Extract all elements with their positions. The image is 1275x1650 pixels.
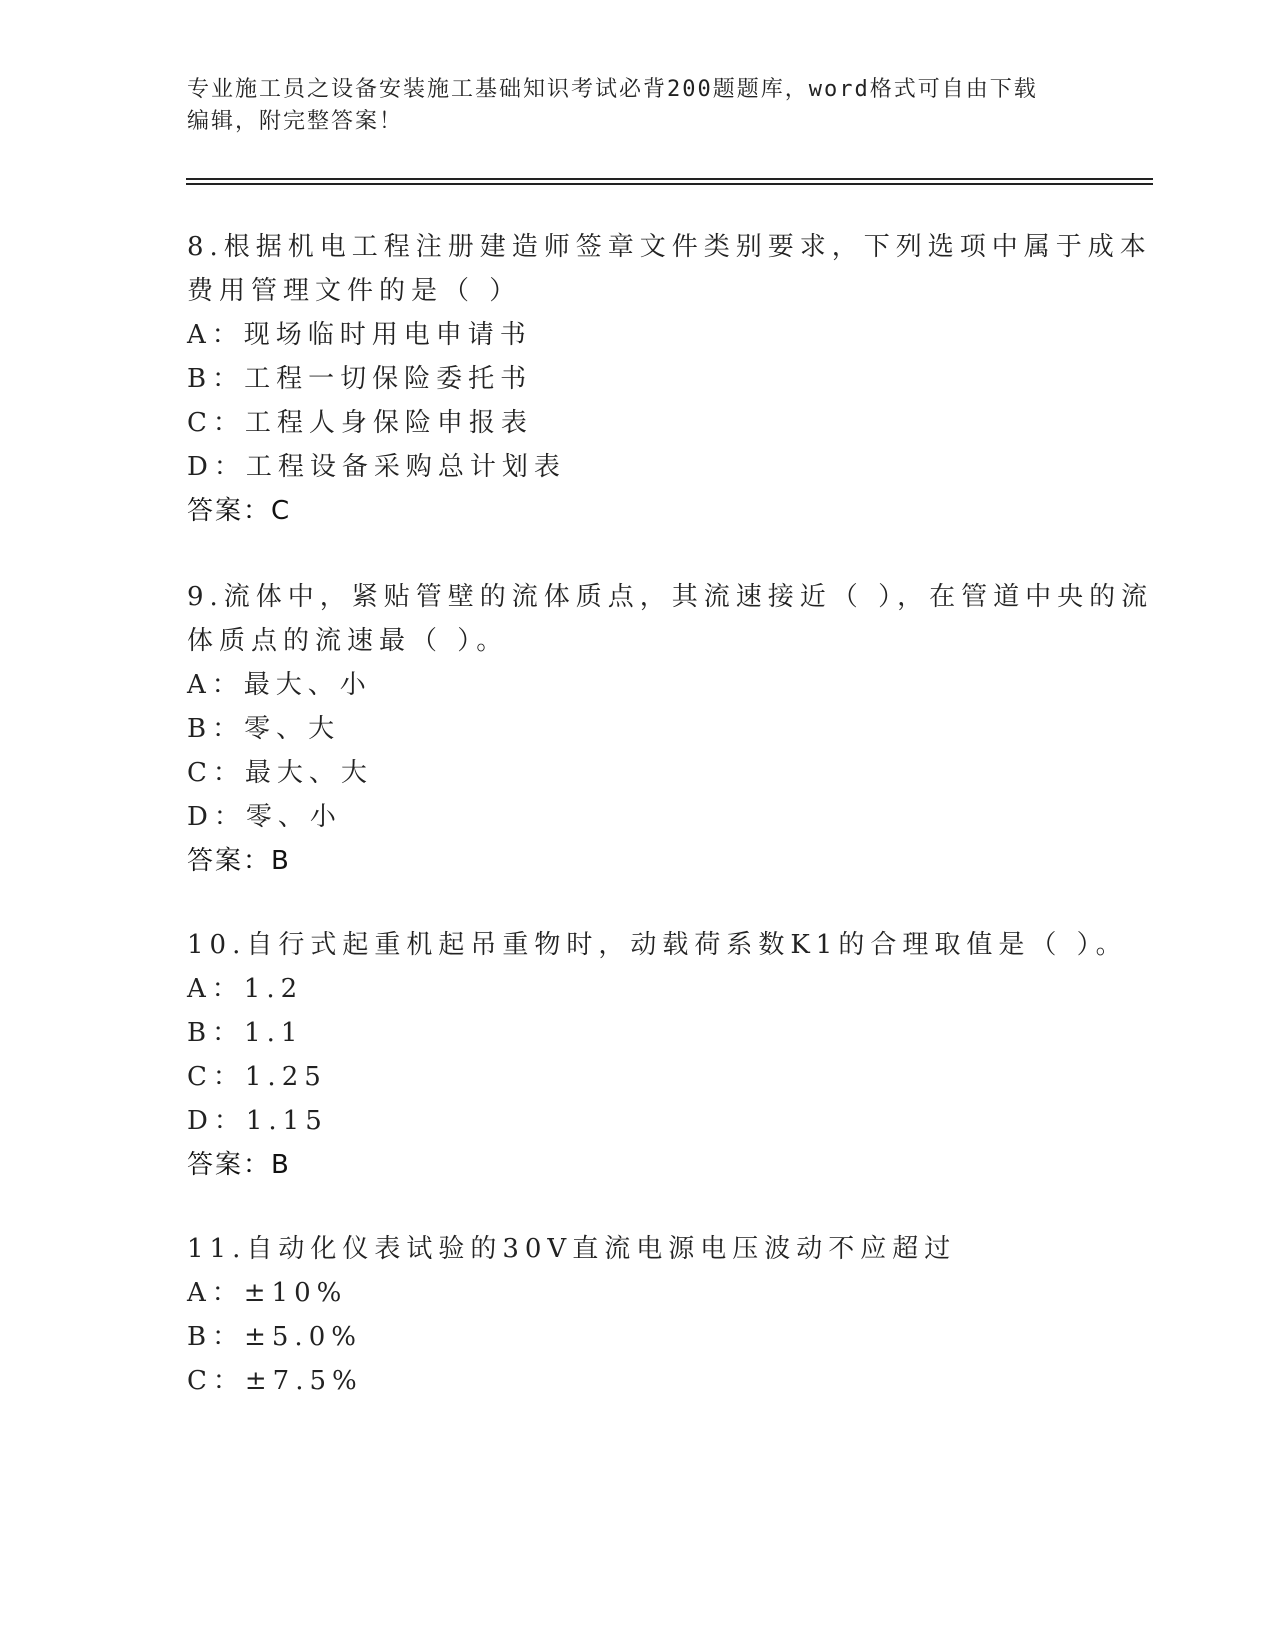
question-10-option-a: A：1.2 [187,974,304,1004]
header-line-1: 专业施工员之设备安装施工基础知识考试必背200题题库，word格式可自由下载 [187,77,1038,102]
question-9-stem-line-2: 体质点的流速最（ ）。 [187,626,509,656]
question-10-answer: 答案：B [187,1150,291,1180]
question-10-option-b: B：1.1 [187,1018,304,1048]
question-8-stem-line-1: 8.根据机电工程注册建造师签章文件类别要求，下列选项中属于成本 [187,232,1152,262]
question-8-stem-line-2: 费用管理文件的是（ ） [187,276,522,306]
question-10-option-c: C：1.25 [187,1062,327,1092]
question-9-stem-line-1: 9.流体中，紧贴管壁的流体质点，其流速接近（ ），在管道中央的流 [187,582,1154,612]
question-8-option-b: B：工程一切保险委托书 [187,364,533,394]
question-8-option-a: A：现场临时用电申请书 [187,320,532,350]
header-divider-top [186,178,1153,180]
question-9-option-b: B：零、大 [187,714,341,744]
header-line-2: 编辑，附完整答案！ [187,109,404,134]
question-10-option-d: D：1.15 [187,1106,328,1136]
question-8-answer: 答案：C [187,496,292,526]
question-9-option-c: C：最大、大 [187,758,373,788]
question-9-option-d: D：零、小 [187,802,342,832]
question-11-stem: 11.自动化仪表试验的30V直流电源电压波动不应超过 [187,1234,957,1264]
question-8-option-d: D：工程设备采购总计划表 [187,452,566,482]
question-11-option-b: B：±5.0% [187,1322,362,1352]
document-header [187,74,1087,138]
question-9-answer: 答案：B [187,846,291,876]
question-10-stem: 10.自行式起重机起吊重物时，动载荷系数K1的合理取值是（ ）。 [187,930,1128,960]
question-11-option-c: C：±7.5% [187,1366,363,1396]
question-11-option-a: A：±10% [187,1278,348,1308]
question-8-option-c: C：工程人身保险申报表 [187,408,533,438]
header-divider-bottom [186,183,1153,185]
question-9-option-a: A：最大、小 [187,670,372,700]
